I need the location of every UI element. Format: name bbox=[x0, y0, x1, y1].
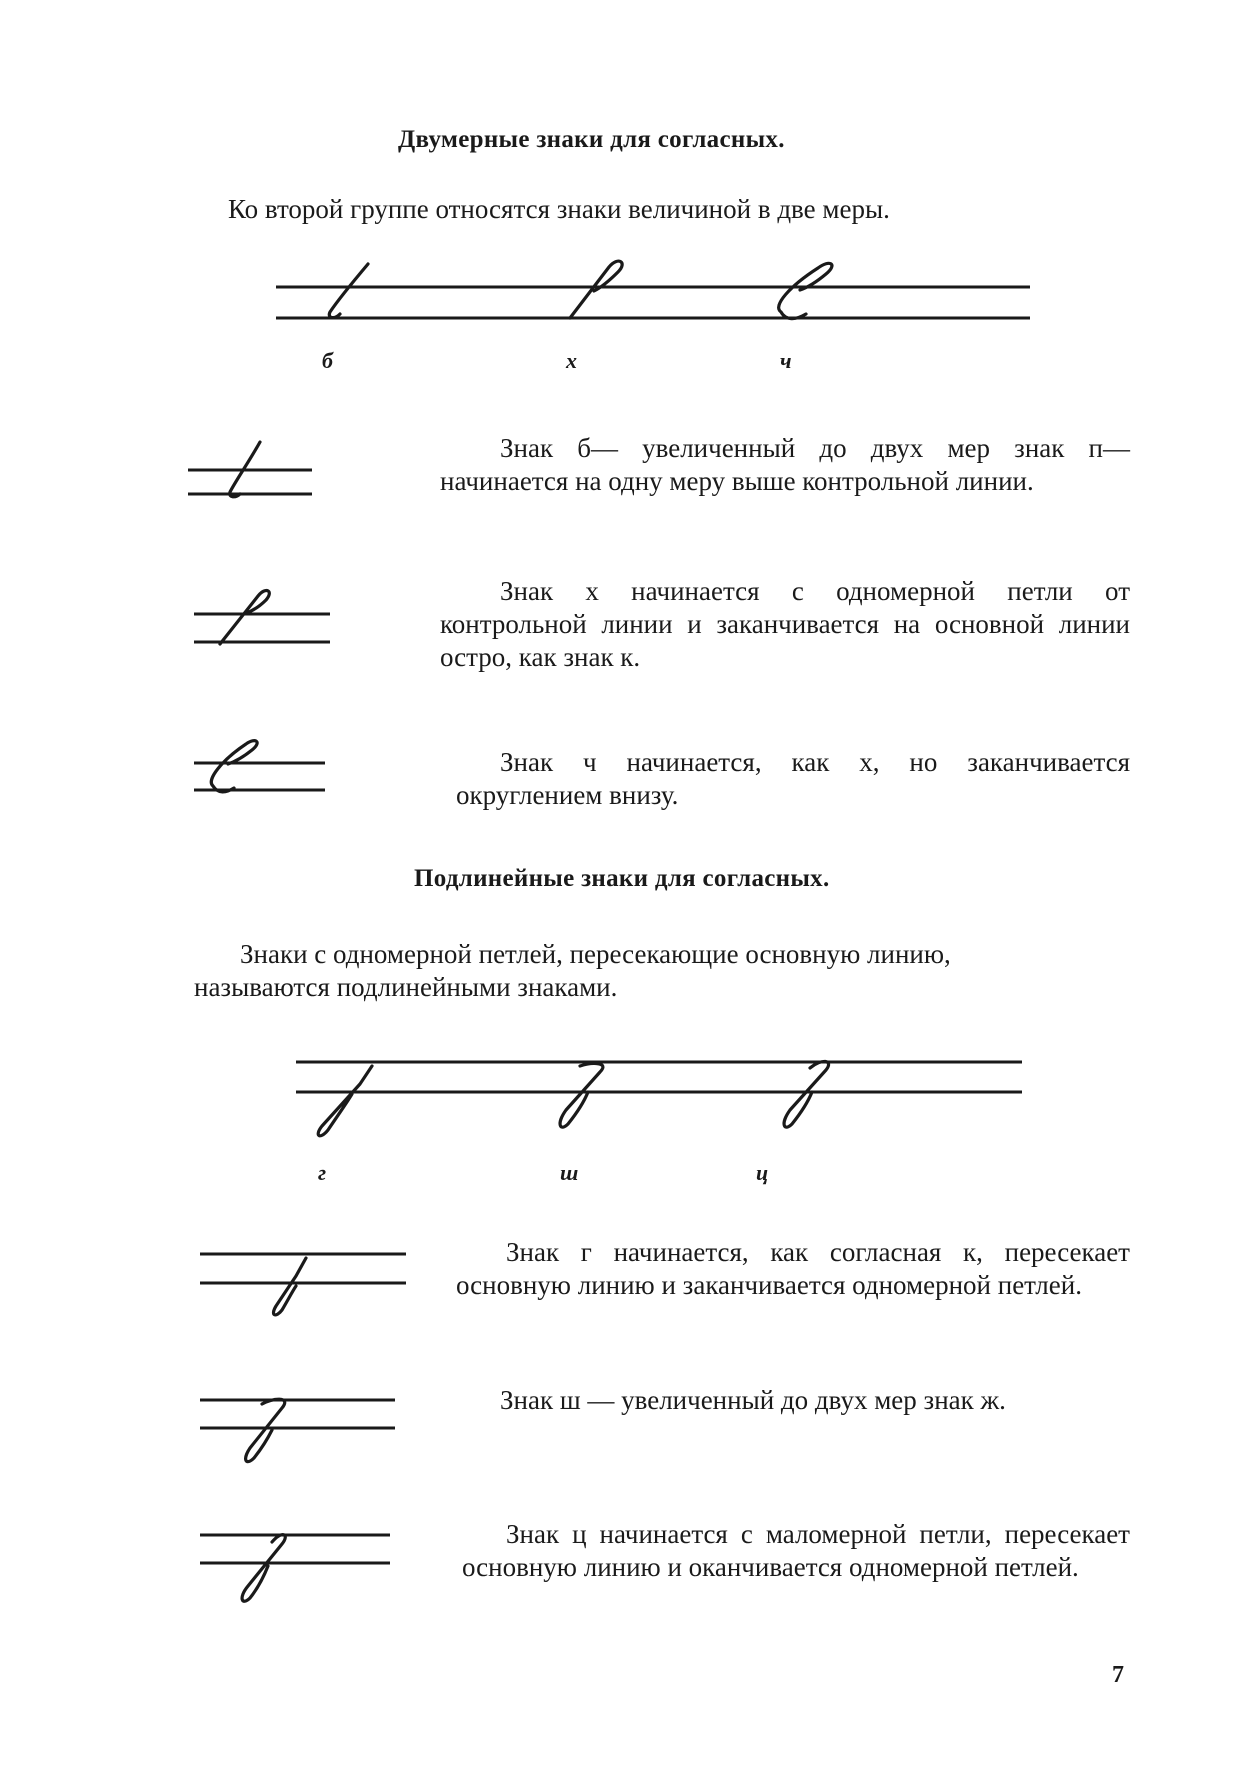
diagram1-label-b: б bbox=[322, 348, 333, 373]
diagram2-label-g: г bbox=[318, 1160, 327, 1185]
section2-intro-line2: называются подлинейными знаками. bbox=[194, 972, 618, 1002]
section1-title: Двумерные знаки для согласных. bbox=[398, 126, 785, 153]
diagram2-label-ts: ц bbox=[756, 1160, 769, 1185]
page-number: 7 bbox=[1112, 1662, 1124, 1688]
diagram2-label-sh: ш bbox=[560, 1160, 579, 1185]
entry-ts-text: Знак ц начинается с маломерной петли, пересекает основную линию и оканчивается одномерной петлей. bbox=[462, 1519, 1130, 1582]
entry-sh-text: Знак ш — увеличенный до двух мер знак ж. bbox=[500, 1385, 1006, 1415]
entry-g-text: Знак г начинается, как согласная к, пересекает основную линию и заканчивается одномерной петлей. bbox=[456, 1237, 1130, 1300]
diagram1-label-kh: х bbox=[566, 348, 577, 373]
section2-title: Подлинейные знаки для согласных. bbox=[414, 865, 830, 892]
section1-intro: Ко второй группе относятся знаки величиной в две меры. bbox=[228, 194, 890, 224]
diagram1-label-ch: ч bbox=[780, 348, 792, 373]
entry-kh-text: Знак х начинается с одномерной петли от контрольной линии и заканчивается на основной линии остро, как знак к. bbox=[440, 576, 1130, 672]
section2-intro-line1: Знаки с одномерной петлей, пересекающие основную линию, bbox=[240, 939, 951, 969]
entry-b-text: Знак б— увеличенный до двух мер знак п— начинается на одну меру выше контрольной линии. bbox=[440, 433, 1130, 496]
entry-ch-text: Знак ч начинается, как х, но заканчивается округлением внизу. bbox=[456, 747, 1130, 810]
